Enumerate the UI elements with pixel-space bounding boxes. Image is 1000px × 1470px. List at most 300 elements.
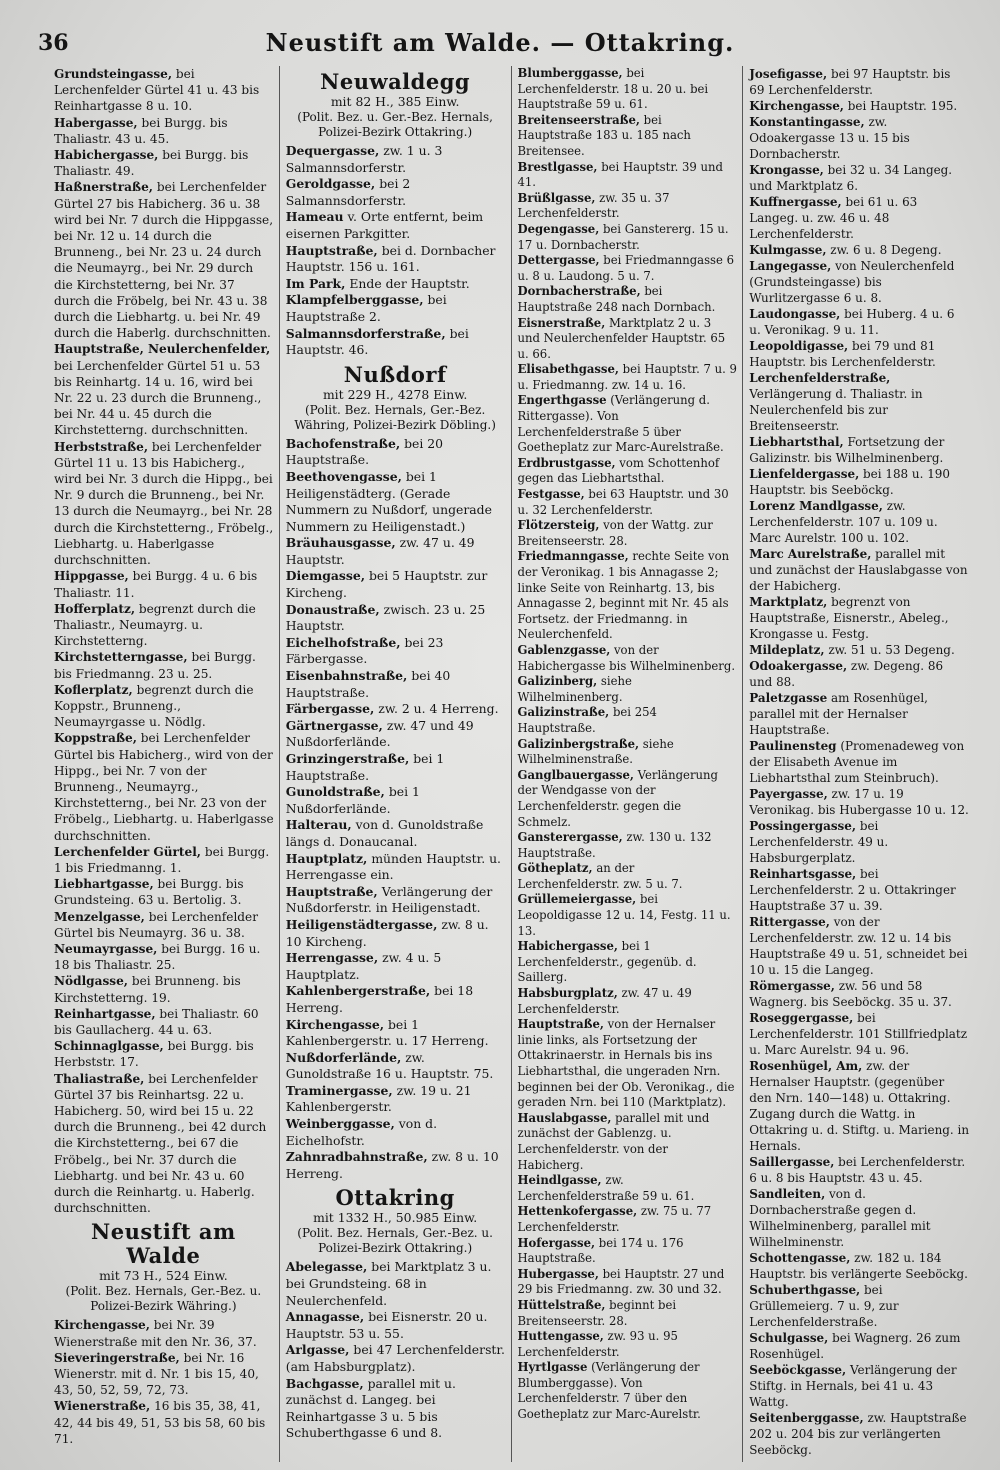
street-entry bbox=[749, 258, 969, 306]
street-directory-columns bbox=[48, 66, 974, 1462]
street-name: Koflerplatz, bbox=[54, 682, 133, 697]
street-entry bbox=[518, 1111, 738, 1173]
street-name: Färbergasse, bbox=[285, 701, 375, 717]
street-entry bbox=[286, 568, 506, 601]
street-description: zw. 4 u. 5 Hauptplatz. bbox=[285, 950, 442, 982]
street-entry bbox=[518, 768, 738, 830]
street-description: zw. 130 u. 132 Hauptstraße. bbox=[517, 830, 712, 860]
street-name: Engerthgasse bbox=[517, 393, 607, 408]
street-entry bbox=[54, 115, 274, 147]
street-description: Verlängerung d. Thaliastr. in Neulerchenfeld bis zur Breitenseerstr. bbox=[749, 387, 923, 433]
street-entry bbox=[749, 546, 969, 594]
district-heading bbox=[285, 363, 506, 433]
street-entry bbox=[518, 1017, 738, 1111]
street-name: Breitenseerstraße, bbox=[517, 112, 640, 127]
street-name: Thaliastraße, bbox=[54, 1071, 145, 1086]
district-note: (Polit. Bez. Hernals, Ger.-Bez. u. Polizei-Bezirk Ottakring.) bbox=[297, 1226, 493, 1256]
street-description: bei Eisnerstr. 20 u. Hauptstr. 53 u. 55. bbox=[285, 1309, 488, 1341]
street-description: siehe Wilhelminenstraße. bbox=[517, 736, 674, 767]
street-entry bbox=[286, 635, 506, 668]
street-entry bbox=[518, 1236, 738, 1267]
street-entry bbox=[518, 830, 738, 861]
street-name: Schuberthgasse, bbox=[749, 1283, 861, 1297]
street-entry bbox=[286, 884, 506, 917]
street-name: Herrengasse, bbox=[285, 950, 379, 966]
street-description: zw. 8 u. 10 Herreng. bbox=[285, 1149, 499, 1181]
street-entry bbox=[749, 738, 969, 786]
street-name: Galizinbergstraße, bbox=[517, 736, 640, 751]
street-description: bei Hauptstr. 27 und 29 bis Friedmanng. zw. 30 und 32. bbox=[517, 1266, 725, 1297]
street-entry bbox=[749, 786, 969, 818]
street-description: bei 47 Lerchenfelderstr. (am Habsburgplatz). bbox=[285, 1342, 505, 1374]
street-description: zw. Hauptstraße 202 u. 204 bis zur verlängerten Seeböckg. bbox=[749, 1411, 967, 1457]
street-name: Konstantingasse, bbox=[749, 115, 865, 129]
street-entry bbox=[54, 439, 274, 569]
street-name: Heindlgasse, bbox=[517, 1173, 602, 1188]
street-description: v. Orte entfernt, beim eisernen Parkgitter. bbox=[285, 209, 484, 241]
street-description: beginnt bei Breitenseerstr. 28. bbox=[517, 1297, 677, 1328]
district-stats: mit 73 H., 524 Einw. bbox=[99, 1268, 228, 1284]
street-name: Possingergasse, bbox=[749, 819, 857, 833]
street-entry bbox=[54, 844, 274, 876]
street-name: Kulmgasse, bbox=[749, 243, 827, 257]
street-name: Habergasse, bbox=[54, 115, 138, 130]
district-heading bbox=[53, 1220, 274, 1314]
street-description: (Verlängerung der Blumberggasse). Von Lerchenfelderstr. 7 über den Goetheplatz zur Marc-Aurelstr. bbox=[517, 1360, 701, 1422]
street-name: Dequergasse, bbox=[285, 143, 380, 158]
street-description: bei Burgg. 1 bis Friedmanng. 1. bbox=[54, 844, 270, 875]
street-entry bbox=[518, 456, 738, 487]
street-description: bei Burgg. bis Friedmanng. 23 u. 25. bbox=[54, 650, 256, 681]
street-name: Hauptstraße, bbox=[517, 1017, 604, 1032]
street-name: Grundsteingasse, bbox=[54, 67, 173, 81]
street-description: bei 1 Kahlenbergerstr. u. 17 Herreng. bbox=[285, 1016, 489, 1049]
street-entry bbox=[518, 222, 738, 253]
street-description: bei Lerchenfelder Gürtel 51 u. 53 bis Reinhartg. 14 u. 16, wird bei Nr. 22 u. 23 durch die Brunneng., bei Nr. 44 u. 45 durch die Kirchstetterng. durchschnitten. bbox=[54, 358, 262, 438]
street-name: Gablenzgasse, bbox=[517, 642, 611, 657]
street-entry bbox=[286, 143, 506, 176]
street-name: Habsburgplatz, bbox=[517, 986, 618, 1001]
street-description: von Neulerchenfeld (Grundsteingasse) bis Wurlitzergasse 6 u. 8. bbox=[749, 259, 955, 305]
street-entry bbox=[54, 730, 274, 843]
street-name: Bachgasse, bbox=[285, 1375, 364, 1391]
street-entry bbox=[286, 817, 506, 850]
street-name: Rittergasse, bbox=[749, 915, 830, 929]
street-name: Salmannsdorferstraße, bbox=[285, 325, 446, 341]
street-name: Bräuhausgasse, bbox=[285, 535, 396, 551]
street-entry bbox=[749, 1362, 969, 1410]
street-name: Kirchstetterngasse, bbox=[54, 650, 188, 665]
street-description: bei Brunneng. bis Kirchstetterng. 19. bbox=[54, 974, 241, 1005]
street-entry bbox=[54, 682, 274, 731]
street-description: zw. Degeng. 86 und 88. bbox=[749, 659, 944, 689]
district-title: Neuwaldegg bbox=[320, 69, 471, 94]
street-description: bei Burgg. bis Thaliastr. 43 u. 45. bbox=[54, 115, 228, 146]
street-entry bbox=[286, 917, 506, 950]
street-name: Krongasse, bbox=[749, 163, 824, 177]
street-entry bbox=[749, 818, 969, 866]
street-name: Neumayrgasse, bbox=[54, 941, 158, 956]
street-name: Langegasse, bbox=[749, 259, 832, 273]
street-name: Annagasse, bbox=[285, 1309, 365, 1325]
street-entry bbox=[749, 66, 969, 98]
street-entry bbox=[286, 1050, 506, 1083]
street-description: bei Hauptstr. 7 u. 9 u. Friedmanng. zw. 14 u. 16. bbox=[517, 362, 737, 392]
street-name: Dettergasse, bbox=[517, 253, 600, 268]
street-description: bei Hauptstr. 46. bbox=[285, 325, 469, 358]
street-description: bei Hauptstraße 248 nach Dornbach. bbox=[517, 284, 716, 314]
street-description: zw. 93 u. 95 Lerchenfelderstr. bbox=[517, 1329, 678, 1359]
street-name: Hofferplatz, bbox=[54, 601, 136, 616]
street-entry bbox=[518, 986, 738, 1017]
street-description: zw. Odoakergasse 13 u. 15 bis Dornbacherstr. bbox=[749, 115, 910, 161]
street-name: Saillergasse, bbox=[749, 1155, 835, 1169]
street-description: bei Burgg. 16 u. 18 bis Thaliastr. 25. bbox=[54, 941, 261, 973]
street-entry bbox=[518, 518, 738, 549]
street-entry bbox=[518, 1298, 738, 1329]
street-description: zw. 2 u. 4 Herreng. bbox=[378, 701, 499, 717]
street-entry bbox=[286, 469, 506, 535]
street-entry bbox=[54, 66, 274, 115]
street-description: zw. 47 u. 49 Hauptstr. bbox=[285, 535, 475, 567]
street-name: Reinhartsgasse, bbox=[749, 867, 857, 881]
street-name: Kahlenbergerstraße, bbox=[285, 983, 431, 999]
street-entry bbox=[54, 1317, 274, 1349]
street-name: Wienerstraße, bbox=[54, 1399, 151, 1414]
street-description: bei 61 u. 63 Langeg. u. zw. 46 u. 48 Lerchenfelderstr. bbox=[749, 195, 918, 241]
street-entry bbox=[518, 1204, 738, 1235]
street-name: Hofergasse, bbox=[517, 1235, 596, 1250]
street-name: Elisabethgasse, bbox=[517, 362, 619, 377]
street-entry bbox=[286, 243, 506, 276]
street-name: Habichergasse, bbox=[517, 939, 618, 954]
street-name: Gansterergasse, bbox=[517, 830, 623, 845]
street-entry bbox=[749, 434, 969, 466]
district-note: (Polit. Bez. Hernals, Ger.-Bez. Währing, Polizei-Bezirk Döbling.) bbox=[294, 402, 496, 432]
street-description: bei 79 und 81 Hauptstr. bis Lerchenfelderstr. bbox=[749, 339, 936, 369]
street-description: (Verlängerung d. Rittergasse). Von Lerchenfelderstraße 5 über Goetheplatz zur Marc-Aurelstraße. bbox=[517, 393, 724, 455]
street-description: (Promenadeweg von der Elisabeth Avenue im Liebhartsthal zum Steinbruch). bbox=[749, 739, 965, 785]
street-name: Schulgasse, bbox=[749, 1331, 829, 1345]
street-description: parallel mit u. zunächst d. Langeg. bei Reinhartgasse 3 u. 5 bis Schuberthgasse 6 und 8. bbox=[285, 1375, 456, 1441]
street-name: Halterau, bbox=[285, 817, 352, 833]
street-entry bbox=[54, 1006, 274, 1038]
street-description: zw. 17 u. 19 Veronikag. bis Hubergasse 10 u. 12. bbox=[749, 787, 969, 817]
street-name: Kirchengasse, bbox=[54, 1318, 150, 1333]
street-name: Hettenkofergasse, bbox=[517, 1204, 638, 1219]
street-entry bbox=[749, 114, 969, 162]
street-description: begrenzt durch die Koppstr., Brunneng., Neumayrgasse u. Nödlg. bbox=[54, 682, 254, 730]
street-description: bei 40 Hauptstraße. bbox=[285, 668, 451, 700]
street-description: bei 1 Lerchenfelderstr., gegenüb. d. Saillerg. bbox=[517, 939, 697, 985]
street-entry bbox=[749, 1186, 969, 1250]
street-entry bbox=[518, 191, 738, 222]
street-name: Blumberggasse, bbox=[517, 66, 623, 80]
street-name: Hauslabgasse, bbox=[517, 1110, 612, 1125]
street-entry bbox=[518, 1173, 738, 1204]
street-entry bbox=[54, 973, 274, 1005]
street-name: Geroldgasse, bbox=[285, 176, 376, 192]
street-entry bbox=[54, 147, 274, 179]
street-name: Traminergasse, bbox=[285, 1082, 393, 1098]
district-heading bbox=[285, 1186, 506, 1256]
street-entry bbox=[286, 209, 506, 242]
street-entry bbox=[749, 914, 969, 978]
street-description: Verlängerung der Wendgasse von der Lerchenfelderstr. gegen die Schmelz. bbox=[517, 767, 718, 829]
street-name: Friedmanngasse, bbox=[517, 549, 629, 564]
street-entry bbox=[749, 658, 969, 690]
street-entry bbox=[286, 292, 506, 325]
street-description: bei Burgg. bis Grundsteing. 63 u. Bertolig. 3. bbox=[54, 877, 244, 908]
street-name: Kirchengasse, bbox=[285, 1016, 385, 1032]
street-entry bbox=[749, 642, 969, 658]
street-description: zw. 8 u. 10 Kircheng. bbox=[285, 916, 489, 949]
street-name: Kirchengasse, bbox=[749, 99, 844, 113]
street-entry bbox=[286, 1149, 506, 1182]
street-description: bei Lerchenfelderstr. 101 Stillfriedplatz u. Marc Aurelstr. 94 u. 96. bbox=[749, 1011, 968, 1057]
street-description: bei Burgg. bis Thaliastr. 49. bbox=[54, 148, 249, 179]
street-description: von d. Dornbacherstraße gegen d. Wilhelminenberg, parallel mit Wilhelminenstr. bbox=[749, 1187, 931, 1249]
street-name: Hameau bbox=[285, 209, 344, 225]
street-description: bei Hauptstraße 2. bbox=[285, 292, 447, 324]
street-name: Arlgasse, bbox=[285, 1342, 350, 1358]
street-name: Brüßlgasse, bbox=[517, 190, 596, 205]
street-description: münden Hauptstr. u. Herrengasse ein. bbox=[285, 850, 501, 883]
street-description: an der Lerchenfelderstr. zw. 5 u. 7. bbox=[517, 861, 683, 891]
street-name: Lorenz Mandlgasse, bbox=[749, 499, 883, 513]
street-name: Sandleiten, bbox=[749, 1187, 826, 1201]
street-entry bbox=[286, 326, 506, 359]
district-note: (Polit. Bez. u. Ger.-Bez. Hernals, Polizei-Bezirk Ottakring.) bbox=[297, 110, 493, 139]
street-description: bei 97 Hauptstr. bis 69 Lerchenfelderstr. bbox=[749, 67, 951, 97]
street-entry bbox=[286, 983, 506, 1016]
street-description: bei 63 Hauptstr. und 30 u. 32 Lerchenfelderstr. bbox=[517, 487, 729, 517]
street-description: von der Lerchenfelderstr. zw. 12 u. 14 bis Hauptstraße 49 u. 51, schneidet bei 10 u. 15 die Langeg. bbox=[749, 915, 968, 977]
street-entry bbox=[286, 1309, 506, 1342]
street-name: Weinberggasse, bbox=[285, 1116, 395, 1132]
street-entry bbox=[518, 549, 738, 643]
street-name: Hauptstraße, bbox=[285, 883, 378, 899]
street-name: Galizinberg, bbox=[517, 674, 598, 689]
street-description: bei 1 Hauptstraße. bbox=[285, 751, 445, 783]
street-description: bei Thaliastr. 60 bis Gaullacherg. 44 u. 63. bbox=[54, 1006, 259, 1037]
street-entry bbox=[749, 1010, 969, 1058]
street-entry bbox=[518, 1360, 738, 1422]
street-description: 16 bis 35, 38, 41, 42, 44 bis 49, 51, 53 bis 58, 60 bis 71. bbox=[54, 1399, 266, 1446]
street-description: rechte Seite von der Veronikag. 1 bis Annagasse 2; linke Seite von Reinhartg. 13, bis Annagasse 2, beginnt mit Nr. 45 als Fortsetz. der Friedmanng. in Neulerchenfeld. bbox=[517, 549, 730, 642]
street-entry bbox=[518, 892, 738, 939]
street-entry bbox=[54, 341, 274, 438]
street-description: bei 5 Hauptstr. zur Kircheng. bbox=[285, 568, 488, 601]
street-description: zw. der Hernalser Hauptstr. (gegenüber den Nrn. 140—148) u. Ottakring. Zugang durch die Wattg. in Ottakring u. d. Stiftg. u. Marieng. in Hernals. bbox=[749, 1059, 970, 1153]
street-description: bei 174 u. 176 Hauptstraße. bbox=[517, 1235, 684, 1266]
street-description: Verlängerung der Stiftg. in Hernals, bei 41 u. 43 Wattg. bbox=[749, 1363, 957, 1409]
street-name: Eisnerstraße, bbox=[517, 315, 606, 330]
street-entry bbox=[286, 1376, 506, 1442]
street-description: bei Leopoldigasse 12 u. 14, Festg. 11 u. 13. bbox=[517, 892, 731, 938]
street-name: Hubergasse, bbox=[517, 1266, 599, 1281]
street-entry bbox=[54, 179, 274, 341]
page-header bbox=[0, 24, 1000, 64]
street-name: Menzelgasse, bbox=[54, 909, 145, 924]
street-description: bei Friedmanngasse 6 u. 8 u. Laudong. 5 u. 7. bbox=[517, 253, 735, 283]
street-entry bbox=[749, 466, 969, 498]
street-description: bei Burgg. bis Herbststr. 17. bbox=[54, 1039, 254, 1070]
street-name: Römergasse, bbox=[749, 979, 835, 993]
street-description: zw. 47 u. 49 Lerchenfelderstr. bbox=[517, 986, 692, 1016]
street-name: Liebhartsthal, bbox=[749, 435, 844, 449]
street-description: begrenzt von Hauptstraße, Eisnerstr., Abeleg., Krongasse u. Festg. bbox=[749, 595, 949, 641]
street-description: zw. Lerchenfelderstr. 107 u. 109 u. Marc Aurelstr. 100 u. 102. bbox=[749, 499, 938, 545]
street-name: Grüllemeiergasse, bbox=[517, 892, 637, 907]
street-entry bbox=[518, 393, 738, 455]
street-name: Hippgasse, bbox=[54, 569, 129, 584]
street-entry bbox=[518, 284, 738, 315]
street-name: Habichergasse, bbox=[54, 148, 159, 163]
page-number: 36 bbox=[38, 30, 69, 56]
street-name: Klampfelberggasse, bbox=[285, 292, 424, 308]
street-description: bei Grüllemeierg. 7 u. 9, zur Lerchenfelderstraße. bbox=[749, 1283, 899, 1329]
street-entry bbox=[286, 950, 506, 983]
street-entry bbox=[749, 978, 969, 1010]
street-entry bbox=[749, 306, 969, 338]
district-heading bbox=[285, 70, 506, 140]
street-name: Lienfeldergasse, bbox=[749, 467, 860, 481]
column-1 bbox=[48, 66, 279, 1462]
street-name: Mildeplatz, bbox=[749, 643, 825, 657]
street-name: Dornbacherstraße, bbox=[517, 284, 641, 299]
street-entry bbox=[54, 1071, 274, 1217]
street-entry bbox=[286, 851, 506, 884]
street-entry bbox=[286, 535, 506, 568]
street-entry bbox=[518, 705, 738, 736]
street-description: zw. Lerchenfelderstraße 59 u. 61. bbox=[517, 1173, 695, 1203]
street-name: Degengasse, bbox=[517, 221, 600, 236]
street-entry bbox=[749, 498, 969, 546]
street-name: Brestlgasse, bbox=[517, 159, 598, 174]
street-name: Götheplatz, bbox=[517, 861, 593, 876]
street-entry bbox=[749, 866, 969, 914]
street-name: Abelegasse, bbox=[285, 1259, 368, 1275]
street-description: zw. 1 u. 3 Salmannsdorferstr. bbox=[285, 143, 443, 175]
district-stats: mit 82 H., 385 Einw. bbox=[330, 94, 460, 109]
street-name: Herbststraße, bbox=[54, 439, 149, 454]
street-entry bbox=[286, 701, 506, 718]
street-entry bbox=[518, 66, 738, 113]
district-title: Neustift am Walde bbox=[91, 1219, 236, 1269]
street-description: bei 254 Hauptstraße. bbox=[517, 705, 657, 735]
street-description: von d. Eichelhofstr. bbox=[285, 1116, 438, 1148]
street-entry bbox=[518, 674, 738, 705]
street-description: bei Lerchenfelderstr. 18 u. 20 u. bei Hauptstraße 59 u. 61. bbox=[517, 66, 709, 112]
street-name: Roseggergasse, bbox=[749, 1011, 854, 1025]
street-description: von d. Gunoldstraße längs d. Donaucanal. bbox=[285, 817, 484, 849]
street-description: zw. 47 und 49 Nußdorferlände. bbox=[285, 717, 474, 750]
street-description: zwisch. 23 u. 25 Hauptstr. bbox=[285, 601, 486, 634]
street-entry bbox=[286, 1342, 506, 1375]
street-name: Huttengasse, bbox=[517, 1329, 604, 1344]
street-description: Marktplatz 2 u. 3 und Neulerchenfelder Hauptstr. 65 u. 66. bbox=[517, 315, 726, 361]
street-entry bbox=[286, 1083, 506, 1116]
street-name: Koppstraße, bbox=[54, 731, 137, 746]
street-name: Flötzersteig, bbox=[517, 518, 600, 533]
street-name: Payergasse, bbox=[749, 787, 828, 801]
street-description: siehe Wilhelminenberg. bbox=[517, 674, 632, 704]
street-entry bbox=[749, 162, 969, 194]
street-entry bbox=[518, 1329, 738, 1360]
street-entry bbox=[749, 98, 969, 114]
street-entry bbox=[286, 668, 506, 701]
street-description: von der Habichergasse bis Wilhelminenberg. bbox=[517, 642, 736, 673]
street-entry bbox=[518, 643, 738, 674]
street-name: Paletzgasse bbox=[749, 691, 828, 705]
street-name: Gunoldstraße, bbox=[285, 784, 385, 800]
street-description: von der Wattg. zur Breitenseerstr. 28. bbox=[517, 518, 713, 548]
district-title: Ottakring bbox=[335, 1185, 455, 1211]
street-entry bbox=[286, 718, 506, 751]
street-entry bbox=[54, 601, 274, 650]
street-description: bei Lerchenfelderstr. 49 u. Habsburgerplatz. bbox=[749, 819, 889, 865]
street-description: bei Lerchenfelder Gürtel 11 u. 13 bis Habicherg., wird bei Nr. 3 durch die Hippg., bei Nr. 9 durch die Brunneng., bei Nr. 13 durch die Neumayrg., bei Nr. 28 durch die Kirchstetterng., Fröbelg., Liebhartg. u. Haberlgasse durchschnitten. bbox=[54, 439, 274, 568]
street-name: Schinnaglgasse, bbox=[54, 1039, 164, 1054]
street-name: Hüttelstraße, bbox=[517, 1297, 606, 1312]
street-entry bbox=[518, 487, 738, 518]
street-name: Zahnradbahnstraße, bbox=[285, 1149, 428, 1165]
street-description: zw. 75 u. 77 Lerchenfelderstr. bbox=[517, 1204, 712, 1234]
street-entry bbox=[749, 1154, 969, 1186]
street-description: parallel mit und zunächst der Hauslabgasse von der Habicherg. bbox=[749, 547, 968, 593]
street-entry bbox=[518, 160, 738, 191]
street-entry bbox=[54, 1350, 274, 1399]
street-entry bbox=[54, 941, 274, 973]
street-description: parallel mit und zunächst der Gablenzg. u. Lerchenfelderstr. von der Habicherg. bbox=[517, 1110, 710, 1172]
street-name: Paulinensteg bbox=[749, 739, 837, 753]
street-entry bbox=[286, 1017, 506, 1050]
street-entry bbox=[749, 1330, 969, 1362]
street-entry bbox=[286, 784, 506, 817]
street-entry bbox=[749, 338, 969, 370]
street-name: Nußdorferlände, bbox=[285, 1049, 402, 1065]
street-entry bbox=[54, 568, 274, 600]
street-description: zw. 19 u. 21 Kahlenbergerstr. bbox=[285, 1082, 472, 1115]
street-entry bbox=[518, 362, 738, 393]
street-description: bei Wagnerg. 26 zum Rosenhügel. bbox=[749, 1331, 961, 1361]
street-entry bbox=[749, 690, 969, 738]
street-name: Haßnerstraße, bbox=[54, 180, 154, 195]
street-entry bbox=[286, 751, 506, 784]
street-entry bbox=[518, 253, 738, 284]
street-description: bei Huberg. 4 u. 6 u. Veronikag. 9 u. 11. bbox=[749, 307, 955, 337]
street-name: Festgasse, bbox=[517, 487, 585, 502]
street-name: Reinhartgasse, bbox=[54, 1006, 156, 1021]
street-name: Ganglbauergasse, bbox=[517, 767, 634, 782]
street-name: Galizinstraße, bbox=[517, 705, 610, 720]
street-description: bei Nr. 39 Wienerstraße mit den Nr. 36, 37. bbox=[54, 1318, 257, 1349]
street-entry bbox=[749, 1058, 969, 1154]
street-entry bbox=[286, 602, 506, 635]
street-description: zw. 6 u. 8 Degeng. bbox=[830, 243, 942, 257]
column-2 bbox=[279, 66, 511, 1462]
street-description: zw. 35 u. 37 Lerchenfelderstr. bbox=[517, 190, 670, 221]
street-entry bbox=[286, 1116, 506, 1149]
street-name: Liebhartgasse, bbox=[54, 877, 154, 892]
street-name: Nödlgasse, bbox=[54, 974, 128, 989]
street-description: bei Marktplatz 3 u. bei Grundsteing. 68 in Neulerchenfeld. bbox=[285, 1259, 492, 1308]
street-name: Hyrtlgasse bbox=[517, 1360, 588, 1375]
street-entry bbox=[286, 176, 506, 209]
street-entry bbox=[54, 909, 274, 941]
street-name: Hauptplatz, bbox=[285, 850, 368, 866]
